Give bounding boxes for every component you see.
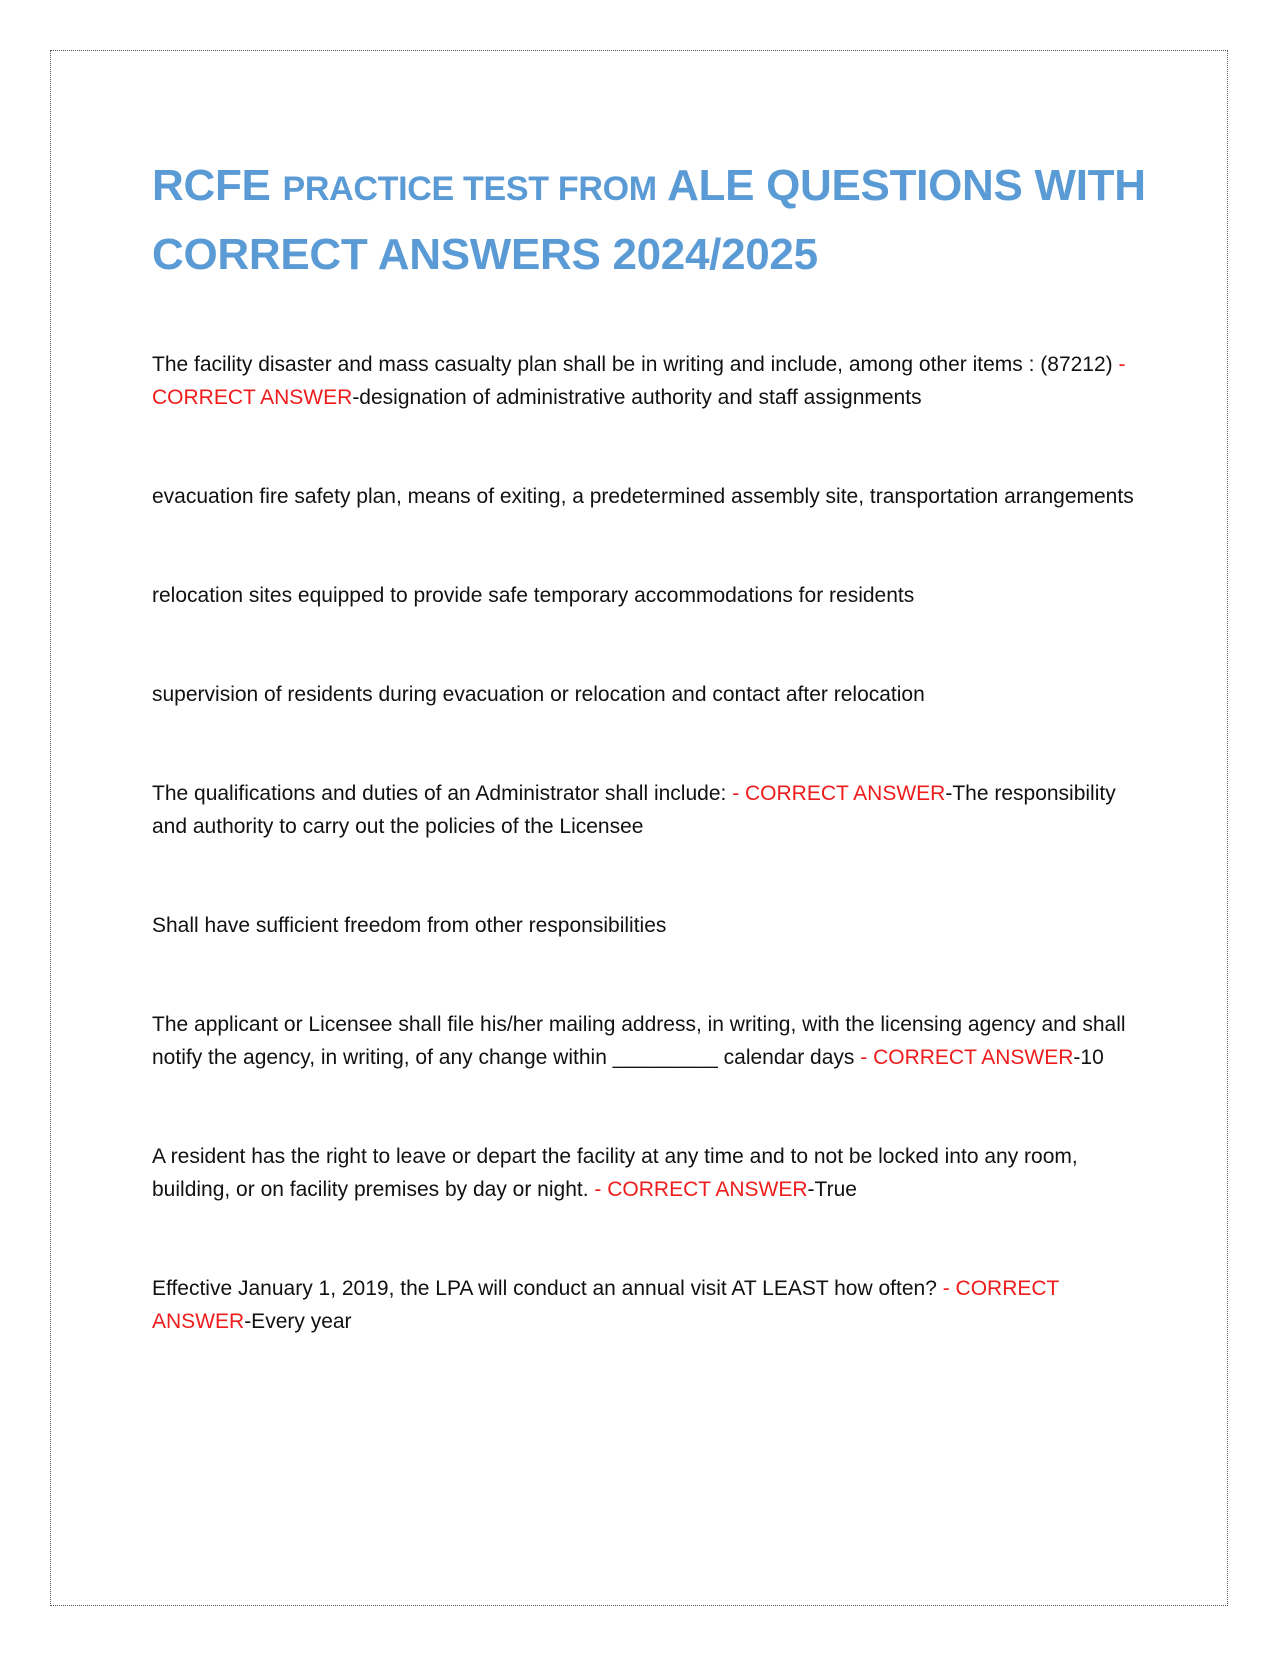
question-text: The facility disaster and mass casualty plan shall be in writing and include, among other items : (87212) [152,353,1113,376]
answer-text: -The responsibility and authority to carry out the policies of the Licensee [152,782,1116,838]
qa-item-4 [152,1140,1152,1206]
correct-answer-marker: - CORRECT ANSWER [732,782,946,805]
question-text: The qualifications and duties of an Administrator shall include: [152,782,727,805]
qa-item-5 [152,1272,1152,1338]
answer-continuation-2: relocation sites equipped to provide safe temporary accommodations for residents [152,584,915,607]
qa-item-3 [152,1008,1152,1074]
answer-continuation-1: evacuation fire safety plan, means of exiting, a predetermined assembly site, transportation arrangements [152,485,1134,508]
correct-answer-marker: - CORRECT ANSWER [152,1277,1059,1333]
document-title [152,153,1152,288]
answer-text: -designation of administrative authority and staff assignments [352,386,922,409]
title-part-2: PRACTICE TEST FROM [282,170,657,208]
correct-answer-marker: - CORRECT ANSWER [860,1046,1074,1069]
question-text: A resident has the right to leave or depart the facility at any time and to not be locked into any room, building, or on facility premises by day or night. [152,1145,1078,1201]
answer-text: -10 [1073,1046,1104,1069]
document-page [50,50,1228,1606]
answer-continuation-3: supervision of residents during evacuation or relocation and contact after relocation [152,683,925,706]
title-part-3: ALE QUESTIONS WITH CORRECT ANSWERS 2024/2025 [152,161,1146,279]
title-part-1: RCFE [152,161,271,210]
correct-answer-marker: - CORRECT ANSWER [152,353,1126,409]
answer-text: -Every year [244,1310,352,1333]
qa-item-2 [152,777,1152,843]
document-content [152,153,1152,1404]
answer-text: -True [807,1178,857,1201]
answer-continuation-4: Shall have sufficient freedom from other responsibilities [152,914,667,937]
question-text: The applicant or Licensee shall file his/her mailing address, in writing, with the licensing agency and shall notify the agency, in writing, of any change within _________ calendar days [152,1013,1126,1069]
correct-answer-marker: - CORRECT ANSWER [594,1178,808,1201]
qa-item-1 [152,348,1152,414]
question-text: Effective January 1, 2019, the LPA will conduct an annual visit AT LEAST how often? [152,1277,937,1300]
